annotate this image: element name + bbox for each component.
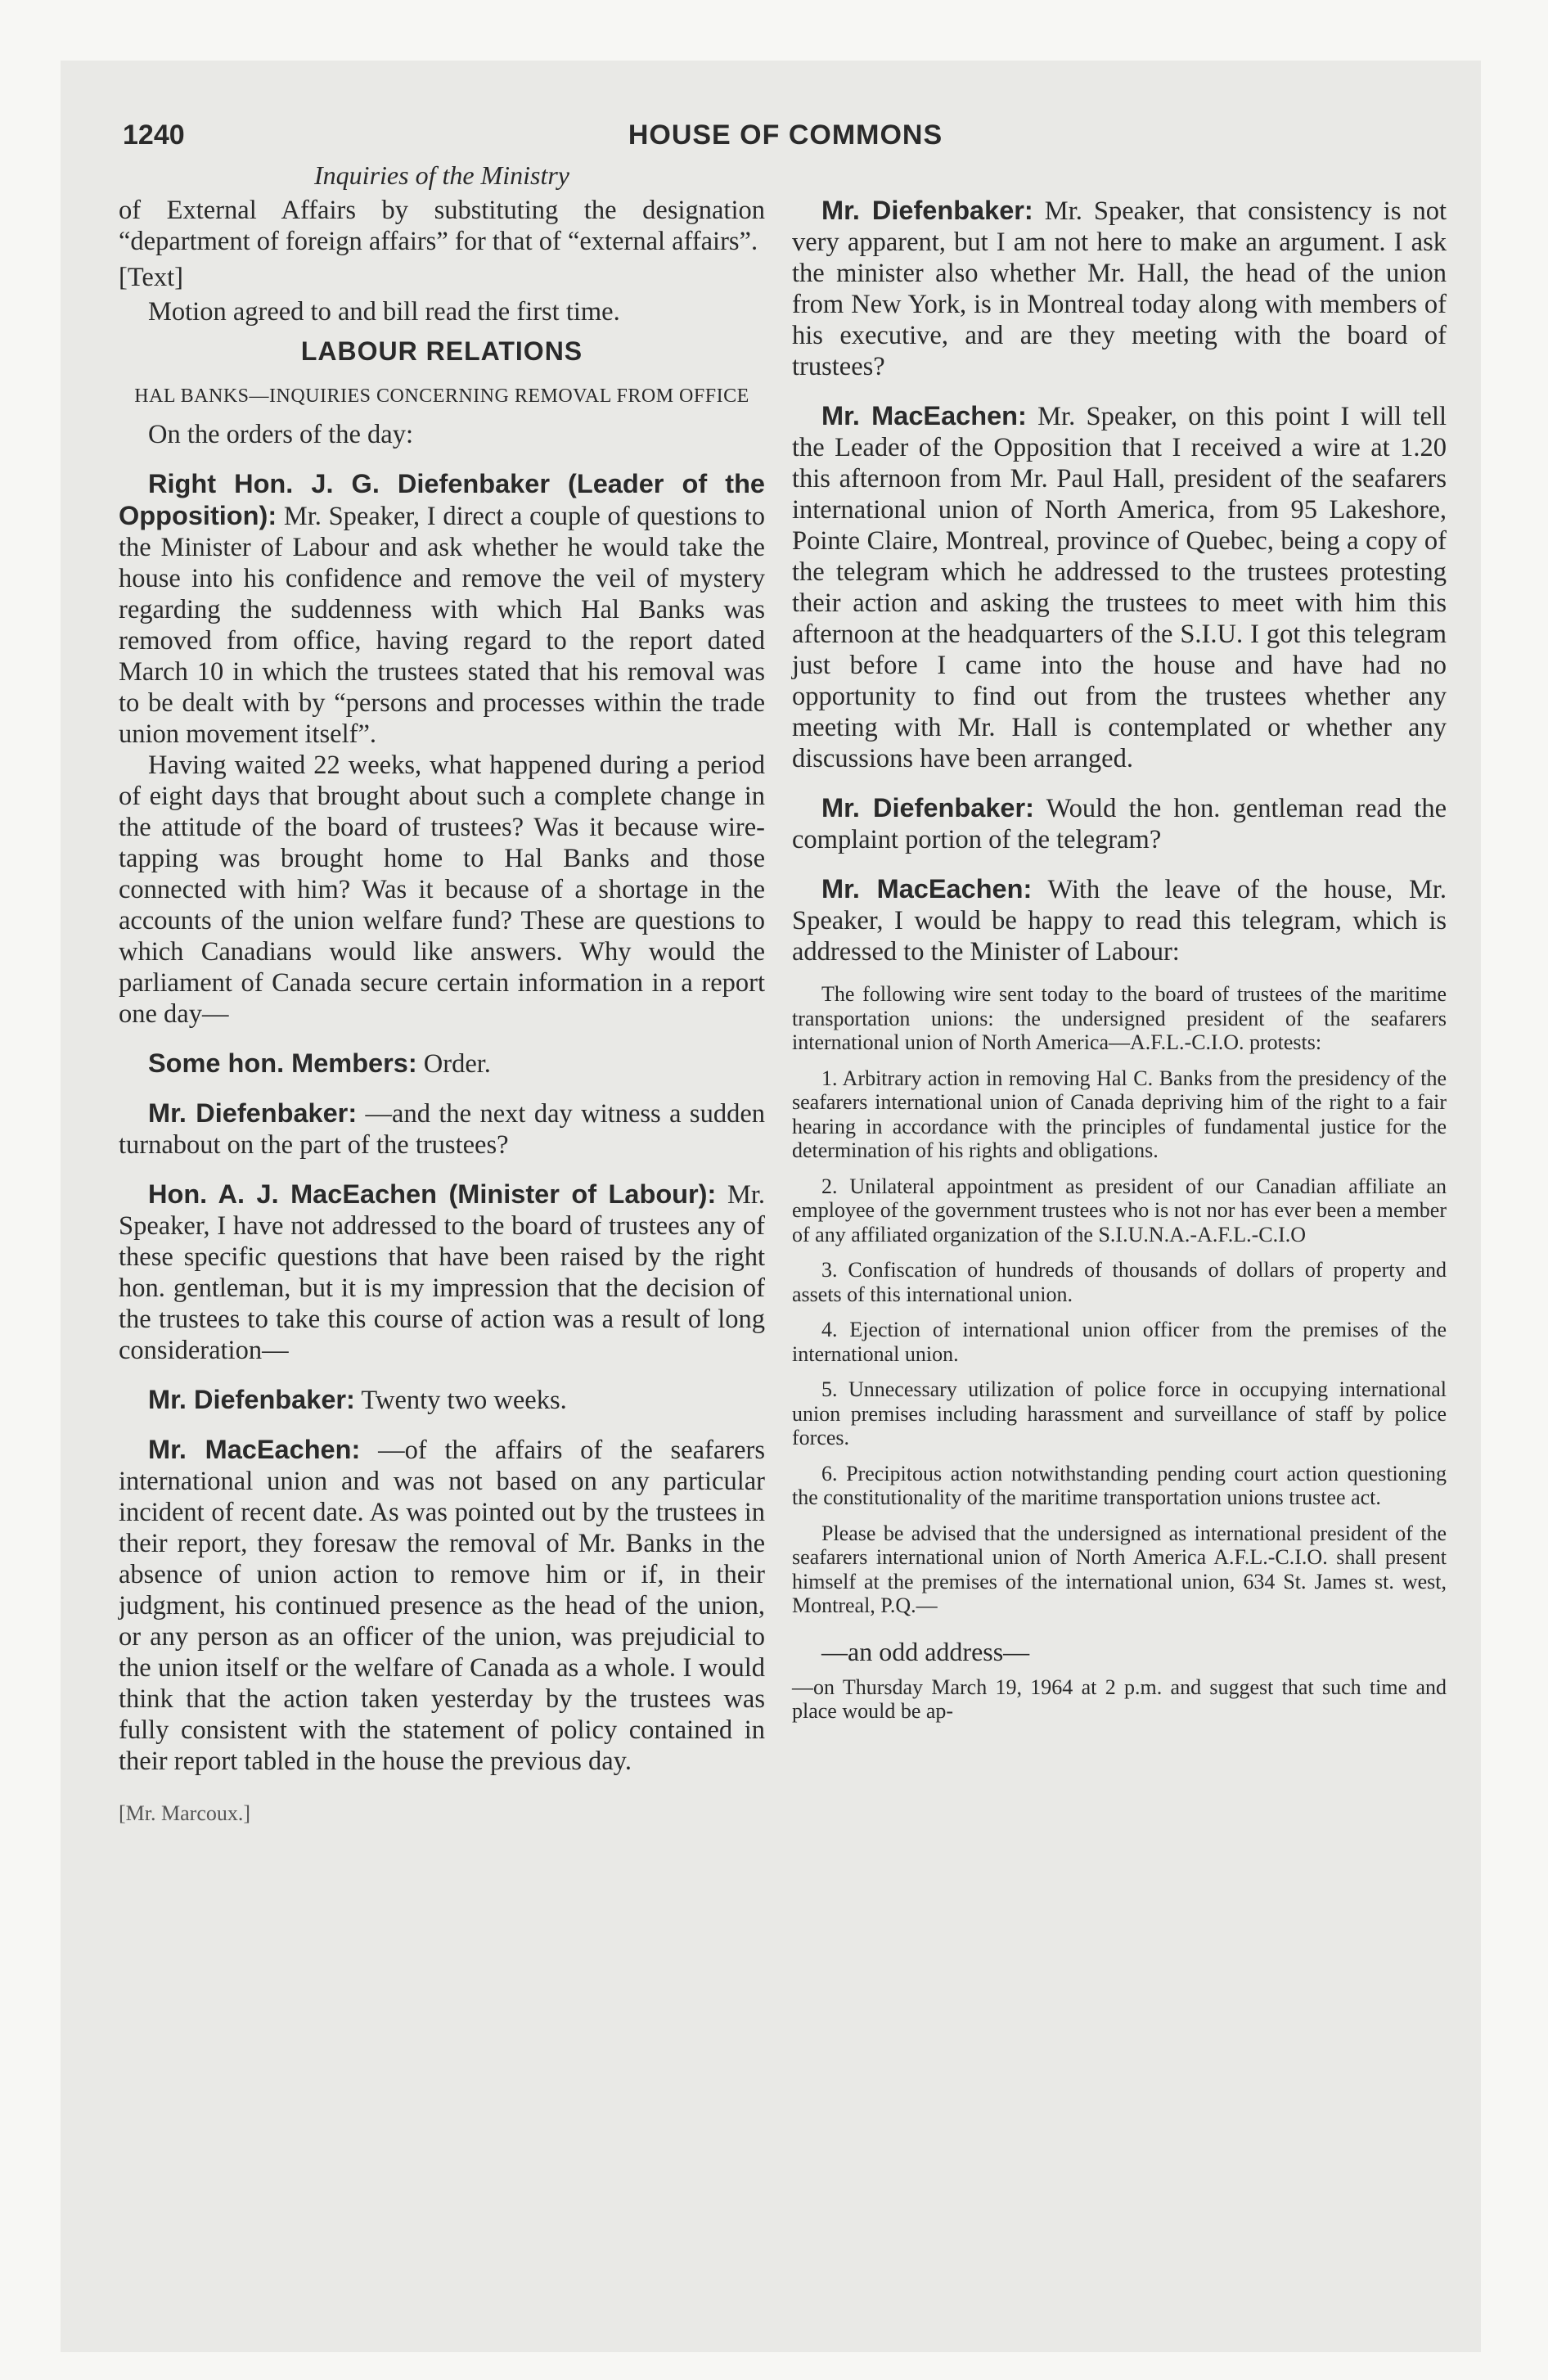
speech bbox=[119, 468, 765, 750]
speech-text: Mr. Speaker, I have not addressed to the board of trustees any of these specific questions that have been raised by the right hon. gentleman, but it is my impression that the decision of the trustees to take this course of action was a result of long consideration— bbox=[119, 1180, 766, 1365]
speech-text: Mr. Speaker, I direct a couple of questions to the Minister of Labour and ask whether he would take the house into his confidence and remove the veil of mystery regarding the suddenness with which Hal Banks was removed from office, having regard to the report dated March 10 in which the trustees stated that his removal was to be dealt with by “persons and processes within the trade union movement itself”. bbox=[119, 502, 765, 749]
speech bbox=[792, 873, 1447, 967]
speech-text: With the leave of the house, Mr. Speaker, I would be happy to read this telegram, which is addressed to the Minister of Labour: bbox=[792, 875, 1447, 967]
telegram-item: 3. Confiscation of hundreds of thousands of dollars of property and assets of this international union. bbox=[792, 1258, 1447, 1306]
telegram-item: 6. Precipitous action notwithstanding pending court action questioning the constitutionality of the maritime transportation unions trustee act. bbox=[792, 1461, 1447, 1509]
speech bbox=[119, 1434, 765, 1777]
paragraph: of External Affairs by substituting the designation “department of foreign affairs” for that of “external affairs”. bbox=[119, 196, 765, 256]
text-tag: [Text] bbox=[119, 263, 183, 292]
speaker-name: Mr. Diefenbaker: bbox=[148, 1385, 355, 1414]
paragraph: Having waited 22 weeks, what happened during a period of eight days that brought about such a complete change in the attitude of the board of trustees? Was it because wire-tapping was brought home to Hal Banks and those connected with him? Was it because of a shortage in the accounts of the union welfare fund? These are questions to which Canadians would like answers. Why would the parliament of Canada secure certain information in a report one day— bbox=[119, 751, 765, 1029]
speech bbox=[119, 1179, 765, 1366]
telegram-item: 4. Ejection of international union officer from the premises of the international union. bbox=[792, 1318, 1447, 1366]
speaker-name: Mr. MacEachen: bbox=[821, 874, 1033, 904]
speech bbox=[119, 1048, 765, 1080]
speaker-name: Some hon. Members: bbox=[148, 1048, 417, 1078]
right-column bbox=[792, 195, 1447, 1724]
left-column bbox=[119, 195, 765, 1829]
speaker-name: Mr. MacEachen: bbox=[148, 1435, 361, 1464]
speaker-name: Mr. Diefenbaker: bbox=[821, 196, 1033, 225]
telegram-paragraph: —on Thursday March 19, 1964 at 2 p.m. and suggest that such time and place would be ap- bbox=[792, 1675, 1447, 1723]
speech bbox=[119, 1384, 765, 1416]
speech-text: —and the next day witness a sudden turnabout on the part of the trustees? bbox=[119, 1099, 765, 1160]
speech bbox=[792, 792, 1447, 855]
speech-text: Mr. Speaker, that consistency is not very apparent, but I am not here to make an argument. I ask the minister also whether Mr. Hall, the head of the union from New York, is in Montreal today along with members of his executive, and are they meeting with the board of trustees? bbox=[792, 196, 1447, 381]
speech-text: Order. bbox=[423, 1049, 491, 1079]
section-subhead: Inquiries of the Ministry bbox=[314, 160, 569, 190]
speech bbox=[792, 400, 1447, 774]
speaker-name: Mr. Diefenbaker: bbox=[821, 793, 1034, 823]
running-head: HOUSE OF COMMONS bbox=[628, 119, 943, 151]
orders-line: On the orders of the day: bbox=[148, 420, 414, 449]
interjection: —an odd address— bbox=[821, 1636, 1030, 1666]
speaker-name: Right Hon. J. G. Diefenbaker (Leader of the Opposition): bbox=[119, 469, 765, 530]
telegram-item: 1. Arbitrary action in removing Hal C. Banks from the presidency of the seafarers international union of Canada depriving him of the right to a fair hearing in accordance with the principles of fundamental justice for the determination of his rights and obligations. bbox=[792, 1066, 1447, 1162]
speech-text: —of the affairs of the seafarers international union and was not based on any particular incident of recent date. As was pointed out by the trustees in their report, they foresaw the removal of Mr. Banks in the absence of union action to remove him or if, in their judgment, his continued presence as the head of the union, or any person as an officer of the union, was prejudicial to the union itself or the welfare of Canada as a whole. I would think that the action taken yesterday by the trustees was fully consistent with the statement of policy contained in their report tabled in the house the previous day. bbox=[119, 1436, 765, 1776]
telegram-paragraph: Please be advised that the undersigned as international president of the seafarers international union of North America A.F.L.-C.I.O. shall present himself at the premises of the international union, 634 St. James st. west, Montreal, P.Q.— bbox=[792, 1521, 1447, 1617]
telegram-quote-continued bbox=[792, 1675, 1447, 1724]
telegram-item: 2. Unilateral appointment as president of our Canadian affiliate an employee of the government trustees who is not nor has ever been a member of any affiliated organization of the S.I.U.N.A.-A.F.L.-C.I.O bbox=[792, 1174, 1447, 1246]
speaker-name: Hon. A. J. MacEachen (Minister of Labour): bbox=[148, 1179, 717, 1209]
speech-text: Mr. Speaker, on this point I will tell the Leader of the Opposition that I received a wire at 1.20 this afternoon from Mr. Paul Hall, president of the seafarers international union of North America, from 95 Lakeshore, Pointe Claire, Montreal, province of Quebec, being a copy of the telegram which he addressed to the trustees protesting their action and asking the trustees to meet with him this afternoon at the headquarters of the S.I.U. I got this telegram just before I came into the house and have had no opportunity to find out from the trustees whether any meeting with Mr. Hall is contemplated or whether any discussions have been arranged. bbox=[792, 402, 1447, 773]
section-subtitle: HAL BANKS—INQUIRIES CONCERNING REMOVAL FROM OFFICE bbox=[134, 385, 749, 407]
telegram-paragraph: The following wire sent today to the board of trustees of the maritime transportation unions: the undersigned president of the seafarers international union of North America—A.F.L.-C.I.O. protests: bbox=[792, 982, 1447, 1054]
page-header bbox=[123, 119, 1448, 160]
telegram-quote bbox=[792, 982, 1447, 1618]
footer-note: [Mr. Marcoux.] bbox=[119, 1801, 251, 1825]
speech-text: Would the hon. gentleman read the complaint portion of the telegram? bbox=[792, 794, 1447, 854]
page-number: 1240 bbox=[123, 119, 185, 151]
section-title: LABOUR RELATIONS bbox=[300, 336, 583, 366]
speaker-name: Mr. MacEachen: bbox=[821, 401, 1027, 430]
speaker-name: Mr. Diefenbaker: bbox=[148, 1098, 358, 1128]
speech bbox=[119, 1098, 765, 1161]
speech bbox=[792, 195, 1447, 382]
paragraph: Motion agreed to and bill read the first time. bbox=[148, 297, 620, 327]
speech-text: Twenty two weeks. bbox=[361, 1386, 567, 1415]
telegram-item: 5. Unnecessary utilization of police force in occupying international union premises including harassment and surveillance of staff by police forces. bbox=[792, 1377, 1447, 1449]
